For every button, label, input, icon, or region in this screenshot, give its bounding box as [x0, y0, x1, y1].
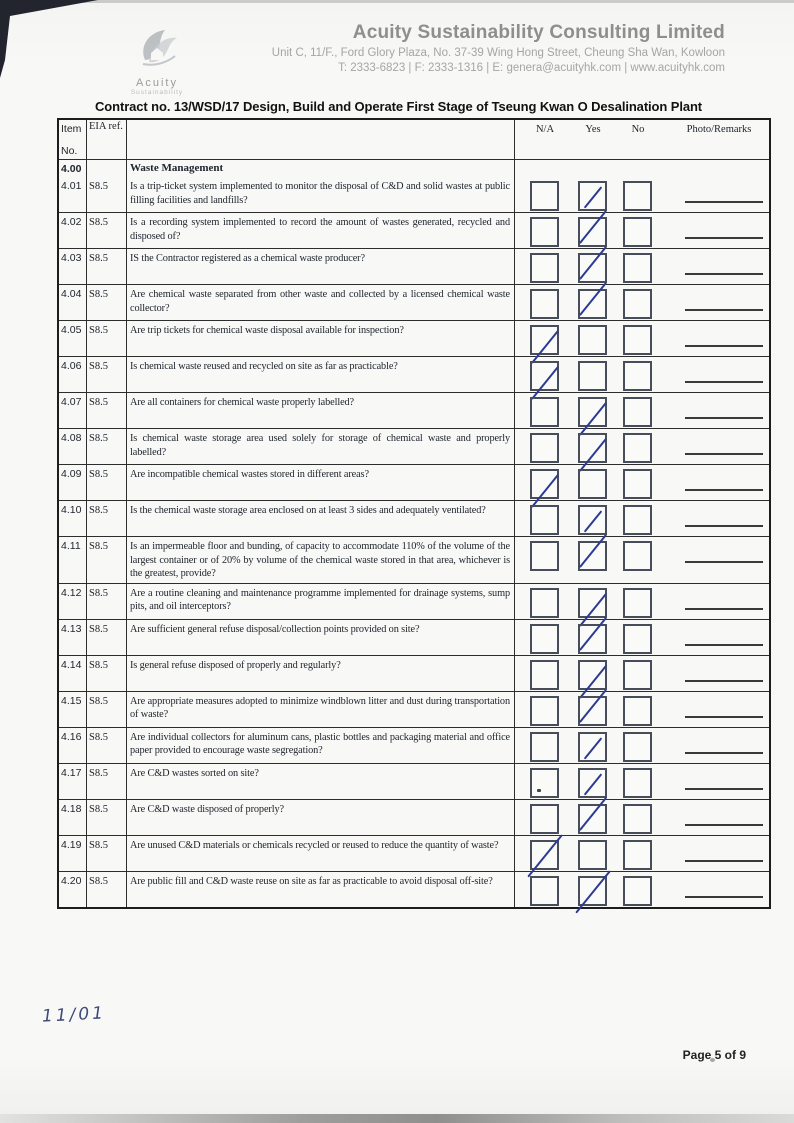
checkbox-slot-na [530, 505, 560, 535]
checkbox-yes-checked [578, 289, 607, 319]
checkbox-na-checked [530, 361, 559, 391]
checkbox-na-checked [530, 325, 559, 355]
checkbox-slot-na [530, 732, 560, 762]
checkbox-yes-checked [578, 732, 607, 762]
remarks-line [685, 644, 763, 646]
row-item-number: 4.17 [59, 764, 87, 799]
checkbox-slot-yes [578, 732, 608, 762]
row-question: Is a recording system implemented to record the amount of wastes generated, recycled and disposed of? [127, 213, 515, 248]
table-header-row [59, 120, 769, 159]
row-question: Is an impermeable floor and bunding, of capacity to accommodate 110% of the volume of the largest container or of 20% by volume of the chemical waste stored in that area, whichever is the greatest, provide? [127, 537, 515, 583]
row-eia-ref: S8.5 [87, 501, 127, 536]
row-question: Is chemical waste reused and recycled on site as far as practicable? [127, 357, 515, 392]
checkbox-slot-no [623, 505, 653, 535]
checkbox-slot-yes [578, 660, 608, 690]
checkbox-yes-checked [578, 397, 607, 427]
document-title: Contract no. 13/WSD/17 Design, Build and Operate First Stage of Tseung Kwan O Desalination Plant [95, 99, 703, 114]
checkbox-yes-checked [578, 804, 607, 834]
checkbox-slot-no [623, 660, 653, 690]
pen-check-mark [584, 510, 603, 532]
column-header-yes: Yes [585, 124, 601, 135]
row-item-number: 4.05 [59, 321, 87, 356]
checkbox-slot-na [530, 696, 560, 726]
checkbox-slot-na [530, 325, 560, 355]
checkbox-yes-checked [578, 217, 607, 247]
section-ref-empty [87, 160, 127, 177]
checkbox-slot-na [530, 541, 560, 571]
checklist-rows [59, 177, 769, 907]
checkbox-no [623, 397, 652, 427]
row-question: Are individual collectors for aluminum cans, plastic bottles and packaging material and office paper provided to encourage waste segregation? [127, 728, 515, 763]
row-item-number: 4.04 [59, 285, 87, 320]
checkbox-slot-yes [578, 768, 608, 798]
row-answers [515, 393, 769, 428]
checkbox-no [623, 505, 652, 535]
row-eia-ref: S8.5 [87, 213, 127, 248]
checkbox-no [623, 588, 652, 618]
row-answers [515, 429, 769, 464]
row-answers [515, 465, 769, 500]
row-question: Is chemical waste storage area used solely for storage of chemical waste and properly labelled? [127, 429, 515, 464]
row-eia-ref: S8.5 [87, 620, 127, 655]
row-question: Are a routine cleaning and maintenance programme implemented for drainage systems, sump pits, and oil interceptors? [127, 584, 515, 619]
remarks-line [685, 345, 763, 347]
row-eia-ref: S8.5 [87, 537, 127, 583]
checkbox-slot-yes [578, 505, 608, 535]
remarks-line [685, 201, 763, 203]
checkbox-slot-yes [578, 181, 608, 211]
checkbox-na [530, 541, 559, 571]
checkbox-no [623, 876, 652, 906]
row-answers [515, 620, 769, 655]
row-eia-ref: S8.5 [87, 321, 127, 356]
scan-edge-bottom [0, 1114, 794, 1123]
checkbox-na [530, 876, 559, 906]
row-item-number: 4.02 [59, 213, 87, 248]
section-number: 4.00 [59, 160, 87, 177]
checkbox-na [530, 696, 559, 726]
row-eia-ref: S8.5 [87, 764, 127, 799]
row-item-number: 4.20 [59, 872, 87, 907]
checkbox-na [530, 732, 559, 762]
row-answers [515, 249, 769, 284]
checkbox-na [530, 433, 559, 463]
row-question: Is general refuse disposed of properly and regularly? [127, 656, 515, 691]
checkbox-slot-no [623, 541, 653, 571]
checkbox-yes [578, 325, 607, 355]
checkbox-yes-checked [578, 541, 607, 571]
column-header-answers [515, 120, 769, 159]
checkbox-slot-no [623, 397, 653, 427]
pen-check-mark [579, 210, 607, 244]
row-eia-ref: S8.5 [87, 429, 127, 464]
row-question: Are C&D waste disposed of properly? [127, 800, 515, 835]
row-answers [515, 836, 769, 871]
row-eia-ref: S8.5 [87, 584, 127, 619]
remarks-line [685, 716, 763, 718]
row-answers [515, 872, 769, 907]
pen-check-mark [584, 773, 603, 795]
checkbox-slot-na [530, 588, 560, 618]
checkbox-no [623, 624, 652, 654]
checkbox-slot-na [530, 217, 560, 247]
remarks-line [685, 752, 763, 754]
pen-check-mark [579, 534, 607, 568]
remarks-line [685, 417, 763, 419]
checklist-row [59, 500, 769, 536]
row-answers [515, 321, 769, 356]
scan-edge-top [0, 0, 794, 3]
checklist-row [59, 356, 769, 392]
row-item-number: 4.15 [59, 692, 87, 727]
section-title: Waste Management [127, 160, 515, 177]
checkbox-no [623, 660, 652, 690]
checkbox-na [530, 588, 559, 618]
row-eia-ref: S8.5 [87, 692, 127, 727]
row-answers [515, 213, 769, 248]
checkbox-slot-yes [578, 624, 608, 654]
checkbox-slot-yes [578, 876, 608, 906]
checkbox-slot-yes [578, 804, 608, 834]
checkbox-slot-na [530, 768, 560, 798]
checkbox-yes [578, 469, 607, 499]
row-question: Are public fill and C&D waste reuse on site as far as practicable to avoid disposal off-site? [127, 872, 515, 907]
checkbox-no [623, 433, 652, 463]
pen-check-mark [575, 870, 611, 913]
remarks-line [685, 608, 763, 610]
remarks-line [685, 788, 763, 790]
checkbox-na [530, 289, 559, 319]
column-header-item: Item No. [59, 120, 87, 159]
row-question: Are appropriate measures adopted to minimize windblown litter and dust during transportation of waste? [127, 692, 515, 727]
checkbox-slot-yes [578, 696, 608, 726]
column-header-na: N/A [535, 124, 555, 135]
remarks-line [685, 561, 763, 563]
checkbox-slot-no [623, 804, 653, 834]
row-answers [515, 177, 769, 212]
checkbox-slot-yes [578, 541, 608, 571]
checkbox-slot-na [530, 469, 560, 499]
row-question: Are all containers for chemical waste properly labelled? [127, 393, 515, 428]
checkbox-slot-na [530, 660, 560, 690]
row-question: Is a trip-ticket system implemented to monitor the disposal of C&D and solid wastes at public filling facilities and landfills? [127, 177, 515, 212]
checkbox-yes-checked [578, 433, 607, 463]
row-question: Are incompatible chemical wastes stored in different areas? [127, 465, 515, 500]
row-answers [515, 764, 769, 799]
checkbox-na [530, 181, 559, 211]
remarks-line [685, 381, 763, 383]
checkbox-no [623, 253, 652, 283]
checklist-row [59, 799, 769, 835]
letterhead [57, 22, 747, 96]
row-question: IS the Contractor registered as a chemical waste producer? [127, 249, 515, 284]
row-answers [515, 656, 769, 691]
checkbox-na [530, 660, 559, 690]
row-item-number: 4.13 [59, 620, 87, 655]
row-eia-ref: S8.5 [87, 177, 127, 212]
row-item-number: 4.06 [59, 357, 87, 392]
checkbox-na [530, 397, 559, 427]
checkbox-na [530, 804, 559, 834]
checkbox-slot-yes [578, 217, 608, 247]
row-item-number: 4.03 [59, 249, 87, 284]
checklist-row [59, 536, 769, 583]
checkbox-na [530, 624, 559, 654]
checkbox-slot-na [530, 361, 560, 391]
checkbox-slot-na [530, 289, 560, 319]
checkbox-slot-yes [578, 588, 608, 618]
checkbox-yes-checked [578, 505, 607, 535]
checkbox-slot-na [530, 876, 560, 906]
remarks-line [685, 273, 763, 275]
row-answers [515, 800, 769, 835]
company-block [207, 22, 747, 74]
checkbox-slot-no [623, 696, 653, 726]
row-question: Are trip tickets for chemical waste disposal available for inspection? [127, 321, 515, 356]
row-answers [515, 285, 769, 320]
row-eia-ref: S8.5 [87, 800, 127, 835]
checkbox-slot-no [623, 325, 653, 355]
checkbox-slot-no [623, 361, 653, 391]
checkbox-slot-no [623, 217, 653, 247]
checkbox-slot-na [530, 253, 560, 283]
checklist-row [59, 619, 769, 655]
checkbox-no [623, 541, 652, 571]
checkbox-no [623, 804, 652, 834]
checkbox-slot-no [623, 876, 653, 906]
company-name: Acuity Sustainability Consulting Limited [352, 22, 725, 43]
checkbox-yes-checked [578, 624, 607, 654]
column-header-no: No [631, 124, 645, 135]
checkbox-na-checked [530, 840, 559, 870]
row-eia-ref: S8.5 [87, 465, 127, 500]
checkbox-no [623, 289, 652, 319]
checkbox-no [623, 696, 652, 726]
checkbox-yes-checked [578, 588, 607, 618]
row-item-number: 4.18 [59, 800, 87, 835]
row-item-number: 4.11 [59, 537, 87, 583]
checkbox-slot-na [530, 397, 560, 427]
row-question: Are chemical waste separated from other waste and collected by a licensed chemical waste collector? [127, 285, 515, 320]
checkbox-na [530, 768, 559, 798]
handwritten-note: 11/01 [41, 1003, 107, 1027]
checkbox-na [530, 253, 559, 283]
checkbox-slot-no [623, 588, 653, 618]
page-number: Page 5 of 9 [682, 1048, 746, 1062]
checkbox-slot-yes [578, 433, 608, 463]
checkbox-slot-no [623, 624, 653, 654]
checklist-row [59, 763, 769, 799]
row-answers [515, 501, 769, 536]
checkbox-slot-yes [578, 289, 608, 319]
row-eia-ref: S8.5 [87, 393, 127, 428]
checkbox-slot-na [530, 804, 560, 834]
row-answers [515, 692, 769, 727]
checkbox-no [623, 469, 652, 499]
checkbox-yes-checked [578, 768, 607, 798]
checkbox-no [623, 768, 652, 798]
pen-check-mark [579, 282, 607, 316]
row-question: Are C&D wastes sorted on site? [127, 764, 515, 799]
checkbox-yes-checked [578, 660, 607, 690]
checkbox-yes [578, 361, 607, 391]
pen-check-mark [584, 186, 603, 208]
row-item-number: 4.10 [59, 501, 87, 536]
row-eia-ref: S8.5 [87, 728, 127, 763]
row-item-number: 4.19 [59, 836, 87, 871]
checklist-row [59, 284, 769, 320]
company-contact: T: 2333-6823 | F: 2333-1316 | E: genera@acuityhk.com | www.acuityhk.com [338, 62, 725, 74]
checkbox-slot-yes [578, 840, 608, 870]
remarks-line [685, 525, 763, 527]
checkbox-no [623, 325, 652, 355]
row-item-number: 4.07 [59, 393, 87, 428]
section-answers-empty [515, 160, 769, 177]
remarks-line [685, 453, 763, 455]
row-eia-ref: S8.5 [87, 656, 127, 691]
pen-check-mark [579, 246, 607, 280]
checkbox-slot-yes [578, 253, 608, 283]
remarks-line [685, 896, 763, 898]
column-header-question [127, 120, 515, 159]
remarks-line [685, 237, 763, 239]
checkbox-slot-no [623, 732, 653, 762]
checkbox-slot-na [530, 433, 560, 463]
checkbox-slot-no [623, 433, 653, 463]
remarks-line [685, 824, 763, 826]
column-header-eia: EIA ref. [87, 120, 127, 159]
checkbox-slot-yes [578, 361, 608, 391]
checkbox-yes [578, 840, 607, 870]
checkbox-slot-no [623, 840, 653, 870]
checkbox-no [623, 361, 652, 391]
checkbox-yes-checked [578, 181, 607, 211]
row-question: Are sufficient general refuse disposal/collection points provided on site? [127, 620, 515, 655]
section-row [59, 159, 769, 177]
pen-dot-mark [537, 789, 541, 792]
checkbox-no [623, 217, 652, 247]
row-eia-ref: S8.5 [87, 836, 127, 871]
checkbox-slot-na [530, 624, 560, 654]
row-item-number: 4.12 [59, 584, 87, 619]
checklist-row [59, 655, 769, 691]
checkbox-slot-no [623, 253, 653, 283]
leaf-logo-icon [131, 61, 183, 78]
pen-check-mark [579, 796, 607, 830]
row-eia-ref: S8.5 [87, 357, 127, 392]
checkbox-slot-no [623, 469, 653, 499]
checklist-row [59, 212, 769, 248]
checkbox-na [530, 505, 559, 535]
checklist-row [59, 835, 769, 871]
company-address: Unit C, 11/F., Ford Glory Plaza, No. 37-39 Wing Hong Street, Cheung Sha Wan, Kowloon [271, 47, 725, 59]
logo-tagline: Sustainability [130, 89, 184, 96]
row-answers [515, 357, 769, 392]
row-question: Is the chemical waste storage area enclosed on at least 3 sides and adequately ventilated? [127, 501, 515, 536]
column-header-remarks: Photo/Remarks [686, 124, 752, 135]
row-eia-ref: S8.5 [87, 285, 127, 320]
row-eia-ref: S8.5 [87, 249, 127, 284]
checklist-row [59, 464, 769, 500]
row-item-number: 4.14 [59, 656, 87, 691]
checkbox-slot-yes [578, 469, 608, 499]
checklist-row [59, 428, 769, 464]
checkbox-slot-na [530, 181, 560, 211]
logo-wordmark: Acuity [136, 77, 178, 89]
checkbox-yes-checked [578, 876, 607, 906]
checkbox-no [623, 840, 652, 870]
checkbox-slot-na [530, 840, 560, 870]
row-eia-ref: S8.5 [87, 872, 127, 907]
checkbox-slot-yes [578, 397, 608, 427]
remarks-line [685, 680, 763, 682]
checkbox-no [623, 181, 652, 211]
row-answers [515, 537, 769, 583]
pen-check-mark [584, 737, 603, 759]
remarks-line [685, 489, 763, 491]
checkbox-yes-checked [578, 253, 607, 283]
checkbox-slot-no [623, 768, 653, 798]
remarks-line [685, 309, 763, 311]
checklist-row [59, 320, 769, 356]
company-logo [102, 26, 212, 96]
row-question: Are unused C&D materials or chemicals recycled or reused to reduce the quantity of waste? [127, 836, 515, 871]
checklist-row [59, 583, 769, 619]
checklist-row [59, 177, 769, 212]
checklist-row [59, 392, 769, 428]
row-item-number: 4.08 [59, 429, 87, 464]
row-answers [515, 728, 769, 763]
row-answers [515, 584, 769, 619]
checkbox-na-checked [530, 469, 559, 499]
checklist-row [59, 871, 769, 907]
checkbox-yes-checked [578, 696, 607, 726]
checkbox-slot-no [623, 289, 653, 319]
checkbox-slot-no [623, 181, 653, 211]
checkbox-na [530, 217, 559, 247]
checklist-table [57, 118, 771, 909]
row-item-number: 4.09 [59, 465, 87, 500]
checkbox-no [623, 732, 652, 762]
checklist-row [59, 727, 769, 763]
row-item-number: 4.16 [59, 728, 87, 763]
checklist-row [59, 691, 769, 727]
row-item-number: 4.01 [59, 177, 87, 212]
checkbox-slot-yes [578, 325, 608, 355]
remarks-line [685, 860, 763, 862]
checklist-row [59, 248, 769, 284]
